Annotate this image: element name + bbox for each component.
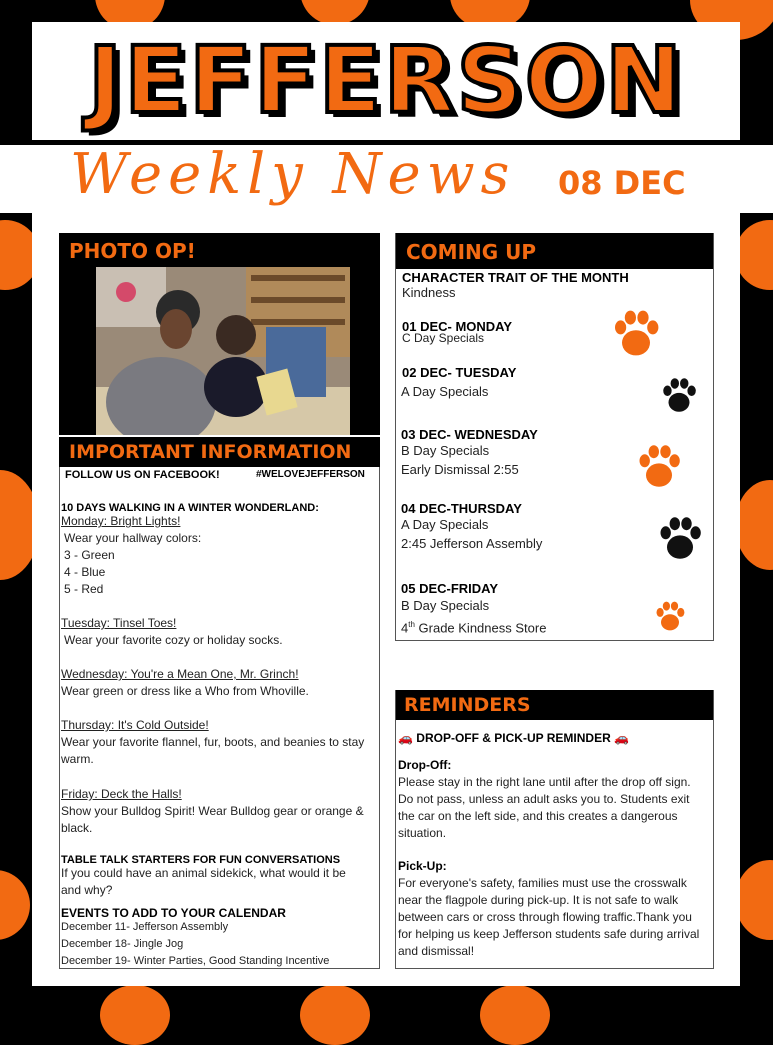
day-line: A Day Specials — [401, 517, 489, 532]
thursday-label: Thursday: It's Cold Outside! — [61, 718, 209, 732]
car-icon: 🚗 — [398, 731, 413, 745]
photo-op-heading: PHOTO OP! — [69, 239, 196, 263]
reminder-title: DROP-OFF & PICK-UP REMINDER — [416, 731, 611, 745]
polka-dot — [735, 860, 773, 940]
polka-dot — [735, 220, 773, 290]
paw-print-icon — [633, 440, 685, 492]
thursday-text: Wear your favorite flannel, fur, boots, and beanies to stay warm. — [61, 735, 365, 766]
polka-dot — [480, 985, 550, 1045]
classroom-photo — [96, 267, 350, 435]
tuesday-label: Tuesday: Tinsel Toes! — [61, 616, 177, 630]
monday-line: 4 - Blue — [64, 565, 106, 579]
reminders-heading: REMINDERS — [404, 694, 531, 716]
monday-line: Wear your hallway colors: — [64, 531, 202, 545]
event-item: December 11- Jefferson Assembly — [61, 921, 229, 933]
reminders-header — [396, 690, 713, 720]
events-title: EVENTS TO ADD TO YOUR CALENDAR — [61, 906, 286, 920]
monday-line: 5 - Red — [64, 582, 104, 596]
paw-print-icon — [652, 598, 688, 634]
day-title: 01 DEC- MONDAY — [402, 319, 513, 334]
day-line: A Day Specials — [401, 384, 489, 399]
monday-label: Monday: Bright Lights! — [61, 514, 181, 528]
friday-label: Friday: Deck the Halls! — [61, 787, 182, 801]
kindness-store-sup: th — [408, 620, 415, 629]
trait-value: Kindness — [402, 285, 456, 300]
paw-print-icon — [654, 512, 706, 564]
reminder-title-row — [398, 730, 629, 747]
day-line: Early Dismissal 2:55 — [401, 462, 519, 477]
paw-print-icon — [658, 374, 700, 416]
car-icon: 🚗 — [614, 731, 630, 745]
coming-up-heading: COMING UP — [406, 240, 537, 264]
tuesday-text: Wear your favorite cozy or holiday socks. — [64, 633, 283, 647]
day-title: 05 DEC-FRIDAY — [401, 581, 499, 596]
important-info-header — [59, 437, 380, 467]
day-line: 2:45 Jefferson Assembly — [401, 536, 543, 551]
masthead — [32, 22, 740, 140]
kindness-store-line — [401, 616, 546, 636]
table-talk-text: If you could have an animal sidekick, what would it be and why? — [61, 866, 346, 897]
event-item: December 19- Winter Parties, Good Standing Incentive — [61, 955, 330, 967]
kindness-store-grade: 4 — [401, 620, 409, 636]
page-title: JEFFERSON — [88, 27, 684, 134]
photo-op-header — [59, 233, 380, 267]
important-info-heading: IMPORTANT INFORMATION — [69, 441, 352, 463]
polka-dot — [300, 985, 370, 1045]
day-line: C Day Specials — [402, 331, 485, 345]
kindness-store-text: Grade Kindness Store — [414, 620, 547, 636]
facebook-hashtag: #WELOVEJEFFERSON — [256, 469, 365, 480]
polka-dot — [0, 870, 30, 940]
winter-wonderland-title: 10 DAYS WALKING IN A WINTER WONDERLAND: — [61, 502, 319, 514]
friday-text: Show your Bulldog Spirit! Wear Bulldog gear or orange & black. — [61, 804, 364, 835]
table-talk-title: TABLE TALK STARTERS FOR FUN CONVERSATIONS — [61, 854, 341, 866]
day-title: 02 DEC- TUESDAY — [402, 365, 517, 380]
wednesday-label: Wednesday: You're a Mean One, Mr. Grinch! — [61, 667, 299, 681]
event-item: December 18- Jingle Jog — [61, 938, 184, 950]
paw-print-icon — [608, 305, 664, 361]
pickup-text: For everyone's safety, families must use the crosswalk near the flagpole during pick-up. It is not safe to walk between cars or cross through flowing traffic.Thank you for helping us keep Jefferson students safe during arrival and dismissal! — [398, 876, 700, 958]
wednesday-text: Wear green or dress like a Who from Whoville. — [61, 684, 309, 698]
day-line: B Day Specials — [401, 443, 490, 458]
day-title: 04 DEC-THURSDAY — [401, 501, 522, 516]
polka-dot — [735, 480, 773, 570]
coming-up-header — [396, 233, 713, 269]
day-line: B Day Specials — [401, 598, 490, 613]
dropoff-label: Drop-Off: — [398, 758, 452, 772]
issue-date: 08 DEC — [558, 164, 686, 202]
pickup-label: Pick-Up: — [398, 859, 447, 873]
polka-dot — [100, 985, 170, 1045]
newsletter-subtitle: Weekly News — [70, 142, 516, 207]
monday-line: 3 - Green — [64, 548, 115, 562]
day-title: 03 DEC- WEDNESDAY — [401, 427, 538, 442]
dropoff-text: Please stay in the right lane until after the drop off sign. Do not pass, unless an adult asks you to. Students exit the car on the left side, and this creates a dangerous situation. — [398, 775, 691, 840]
facebook-label: FOLLOW US ON FACEBOOK! — [65, 469, 220, 481]
trait-title: CHARACTER TRAIT OF THE MONTH — [402, 270, 629, 285]
photo-frame — [59, 267, 380, 435]
